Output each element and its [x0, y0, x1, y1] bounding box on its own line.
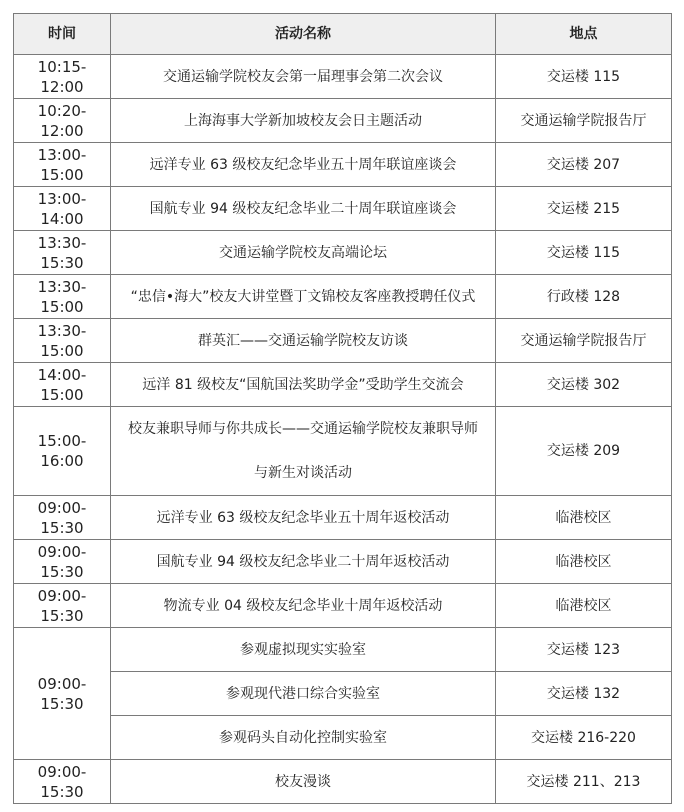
table-row — [14, 760, 672, 804]
table-row — [14, 496, 672, 540]
row-location: 临港校区 — [496, 540, 672, 584]
lab-group-time: 09:00-15:30 — [14, 628, 111, 760]
table-row — [14, 407, 672, 496]
row-activity-name: 参观虚拟现实实验室 — [111, 628, 496, 672]
row-location: 交运楼 211、213 — [496, 760, 672, 804]
row-location: 交运楼 207 — [496, 143, 672, 187]
row-location: 临港校区 — [496, 496, 672, 540]
row-location: 行政楼 128 — [496, 275, 672, 319]
row-location: 交运楼 115 — [496, 55, 672, 99]
row-activity-name: 参观现代港口综合实验室 — [111, 672, 496, 716]
row-activity-name: 上海海事大学新加坡校友会日主题活动 — [111, 99, 496, 143]
row-time: 09:00-15:30 — [14, 760, 111, 804]
header-row — [14, 14, 672, 55]
row-location: 交运楼 302 — [496, 363, 672, 407]
row-location: 临港校区 — [496, 584, 672, 628]
row-location: 交运楼 209 — [496, 407, 672, 496]
row-time: 14:00-15:00 — [14, 363, 111, 407]
row-time: 09:00-15:30 — [14, 540, 111, 584]
row-location: 交通运输学院报告厅 — [496, 99, 672, 143]
table-row — [14, 540, 672, 584]
header-time: 时间 — [14, 14, 111, 55]
row-activity-name-line-2: 与新生对谈活动 — [254, 465, 352, 481]
row-activity-name: 国航专业 94 级校友纪念毕业二十周年联谊座谈会 — [111, 187, 496, 231]
row-location: 交运楼 123 — [496, 628, 672, 672]
row-time: 09:00-15:30 — [14, 496, 111, 540]
row-time: 13:00-14:00 — [14, 187, 111, 231]
row-activity-name: 交通运输学院校友会第一届理事会第二次会议 — [111, 55, 496, 99]
row-time: 13:00-15:00 — [14, 143, 111, 187]
row-activity-name: 群英汇——交通运输学院校友访谈 — [111, 319, 496, 363]
row-activity-name — [111, 407, 496, 496]
row-location: 交运楼 115 — [496, 231, 672, 275]
row-location: 交运楼 132 — [496, 672, 672, 716]
row-time: 10:20-12:00 — [14, 99, 111, 143]
row-time: 13:30-15:30 — [14, 231, 111, 275]
table-row — [14, 143, 672, 187]
header-activity-name: 活动名称 — [111, 14, 496, 55]
table-row — [14, 55, 672, 99]
table-row — [14, 716, 672, 760]
row-time: 09:00-15:30 — [14, 584, 111, 628]
table-row — [14, 231, 672, 275]
row-activity-name: 参观码头自动化控制实验室 — [111, 716, 496, 760]
table-row — [14, 187, 672, 231]
row-activity-name: “忠信•海大”校友大讲堂暨丁文锦校友客座教授聘任仪式 — [111, 275, 496, 319]
table-row — [14, 584, 672, 628]
row-activity-name: 远洋 81 级校友“国航国法奖助学金”受助学生交流会 — [111, 363, 496, 407]
table-row — [14, 672, 672, 716]
row-activity-name: 校友漫谈 — [111, 760, 496, 804]
row-activity-name: 物流专业 04 级校友纪念毕业十周年返校活动 — [111, 584, 496, 628]
row-activity-name-line-1: 校友兼职导师与你共成长——交通运输学院校友兼职导师 — [128, 421, 478, 437]
table-row — [14, 363, 672, 407]
row-time: 13:30-15:00 — [14, 275, 111, 319]
table-row — [14, 319, 672, 363]
row-activity-name: 国航专业 94 级校友纪念毕业二十周年返校活动 — [111, 540, 496, 584]
table-row — [14, 99, 672, 143]
row-time: 15:00-16:00 — [14, 407, 111, 496]
row-activity-name: 交通运输学院校友高端论坛 — [111, 231, 496, 275]
row-time: 13:30-15:00 — [14, 319, 111, 363]
row-location: 交运楼 215 — [496, 187, 672, 231]
row-location: 交运楼 216-220 — [496, 716, 672, 760]
row-activity-name: 远洋专业 63 级校友纪念毕业五十周年联谊座谈会 — [111, 143, 496, 187]
activity-schedule-table — [13, 13, 672, 804]
row-activity-name: 远洋专业 63 级校友纪念毕业五十周年返校活动 — [111, 496, 496, 540]
row-location: 交通运输学院报告厅 — [496, 319, 672, 363]
table-row — [14, 275, 672, 319]
header-location: 地点 — [496, 14, 672, 55]
table-row — [14, 628, 672, 672]
row-time: 10:15-12:00 — [14, 55, 111, 99]
